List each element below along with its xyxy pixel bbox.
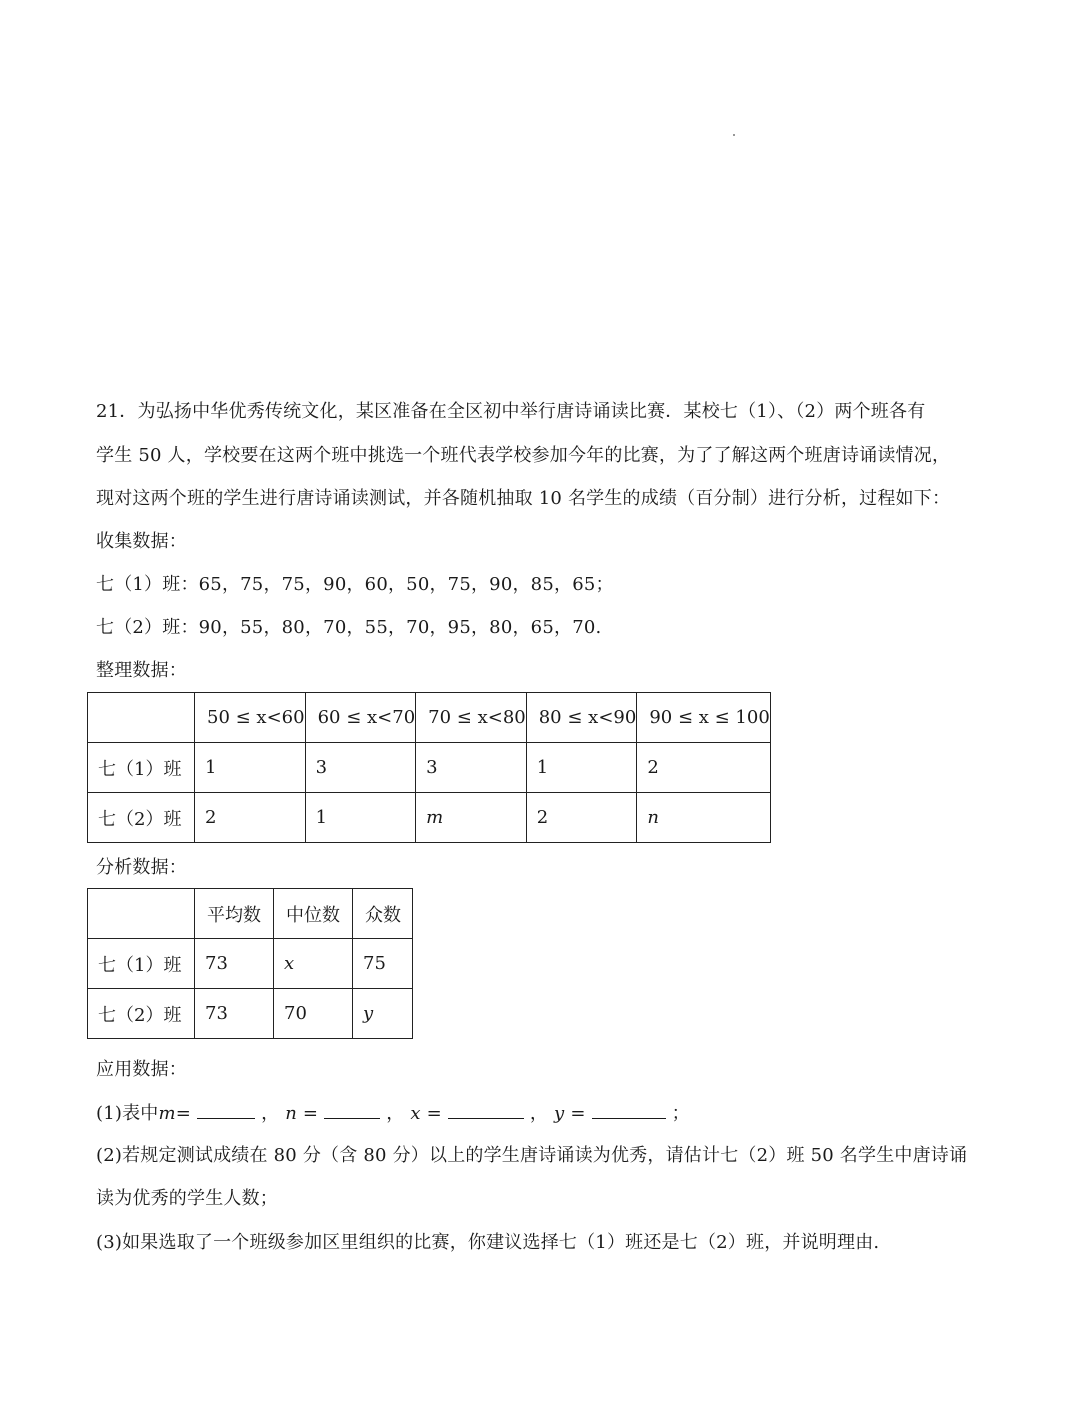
end-mark: ； [671,1103,690,1124]
table-row [88,793,771,843]
row-label-class2: 七（2）班 [88,793,195,843]
table-cell: 2 [637,743,770,793]
answer-blank-n[interactable] [324,1100,380,1119]
mode-header: 众数 [353,889,413,939]
subquestion-2-line-1: (2)若规定测试成绩在 80 分（含 80 分）以上的学生唐诗诵读为优秀，请估计七（2）班 50 名学生中唐诗诵 [96,1145,968,1166]
question-text-line-1: 21．为弘扬中华优秀传统文化，某区准备在全区初中举行唐诗诵读比赛．某校七（1）、（2）两个班各有 [96,401,926,422]
equals-sign: = [426,1103,442,1124]
question-text-line-3: 现对这两个班的学生进行唐诗诵读测试，并各随机抽取 10 名学生的成绩（百分制）进行分析，过程如下： [96,488,951,509]
range-header-70-80: 70 ≤ x<80 [416,693,527,743]
class1-raw-scores: 七（1）班：65，75，75，90，60，50，75，90，85，65； [96,574,614,595]
table-cell: 1 [526,743,637,793]
statistics-table [87,888,413,1039]
unknown-x-cell: x [274,939,353,989]
scan-speck [733,134,735,136]
table-cell: 1 [195,743,306,793]
var-m: m [158,1103,176,1124]
range-header-50-60: 50 ≤ x<60 [195,693,306,743]
apply-data-heading: 应用数据： [96,1059,187,1080]
analyze-data-heading: 分析数据： [96,857,187,878]
table-cell: 3 [305,743,416,793]
row-label-class1: 七（1）班 [88,939,195,989]
unknown-y-cell: y [353,989,413,1039]
organize-data-heading: 整理数据： [96,660,187,681]
var-n: n [285,1103,297,1124]
subquestion-1-prefix: (1)表中 [96,1103,159,1124]
answer-blank-y[interactable] [592,1100,666,1119]
statistics-table-header-row [88,889,413,939]
mean-header: 平均数 [195,889,274,939]
table-cell: 70 [274,989,353,1039]
table-cell: 2 [526,793,637,843]
table-row [88,939,413,989]
frequency-table-header-row [88,693,771,743]
equals-sign: = [570,1103,586,1124]
class2-raw-scores: 七（2）班：90，55，80，70，55，70，95，80，65，70. [96,617,602,638]
table-row [88,743,771,793]
unknown-m-cell: m [416,793,527,843]
subquestion-1 [96,1100,690,1126]
answer-blank-x[interactable] [448,1100,524,1119]
table-cell: 2 [195,793,306,843]
statistics-table-corner [88,889,195,939]
collect-data-heading: 收集数据： [96,531,187,552]
range-header-90-100: 90 ≤ x ≤ 100 [637,693,770,743]
subquestion-2-line-2: 读为优秀的学生人数； [96,1188,278,1209]
separator: ， [261,1103,280,1124]
frequency-table [87,692,771,843]
table-cell: 75 [353,939,413,989]
separator: ， [386,1103,405,1124]
var-x: x [410,1103,421,1124]
table-cell: 1 [305,793,416,843]
question-text-line-2: 学生 50 人，学校要在这两个班中挑选一个班代表学校参加今年的比赛，为了了解这两个班唐诗诵读情况， [96,445,951,466]
var-y: y [554,1103,565,1124]
subquestion-3: (3)如果选取了一个班级参加区里组织的比赛，你建议选择七（1）班还是七（2）班，并说明理由. [96,1232,880,1253]
frequency-table-corner [88,693,195,743]
answer-blank-m[interactable] [197,1100,255,1119]
equals-sign: = [175,1103,192,1124]
row-label-class2: 七（2）班 [88,989,195,1039]
table-cell: 73 [195,939,274,989]
row-label-class1: 七（1）班 [88,743,195,793]
range-header-60-70: 60 ≤ x<70 [305,693,416,743]
range-header-80-90: 80 ≤ x<90 [526,693,637,743]
unknown-n-cell: n [637,793,770,843]
table-cell: 3 [416,743,527,793]
median-header: 中位数 [274,889,353,939]
equals-sign: = [302,1103,319,1124]
separator: ， [529,1103,549,1124]
table-cell: 73 [195,989,274,1039]
table-row [88,989,413,1039]
